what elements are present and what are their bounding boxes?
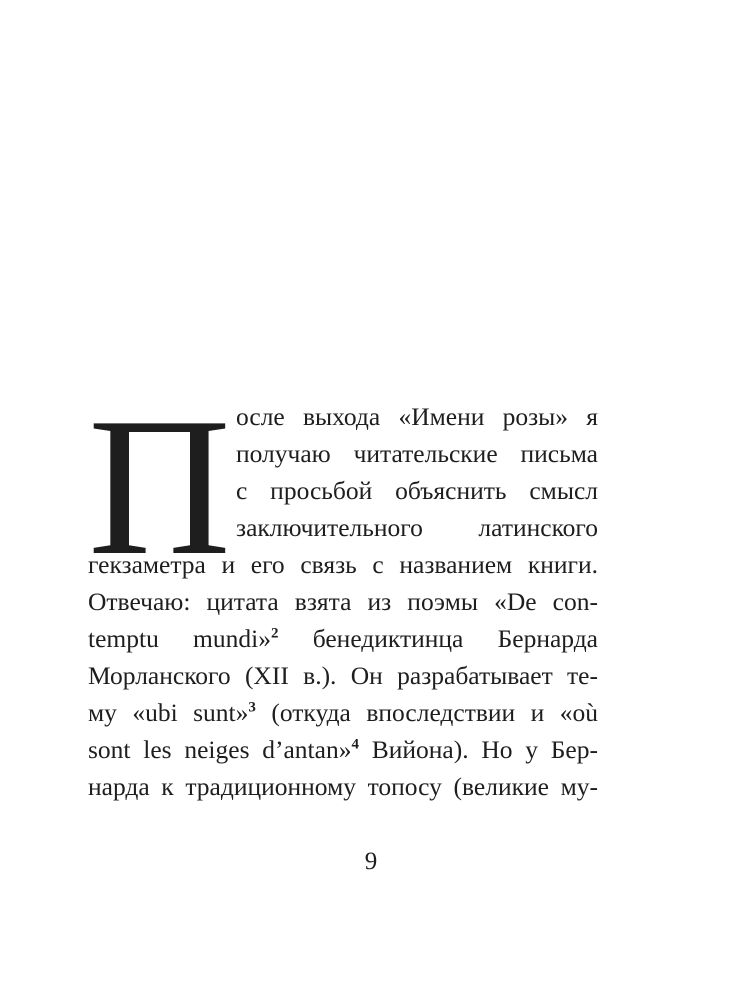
- text-line-8: Морланского (XII в.). Он разрабатывает те-: [88, 661, 598, 690]
- footnote-ref-2[interactable]: 2: [270, 625, 279, 642]
- text-fragment: Вийона). Но у Бер-: [358, 735, 598, 764]
- text-fragment: бенедиктинца Бернарда: [278, 624, 598, 653]
- text-fragment: temptu mundi»: [88, 624, 271, 653]
- text-line-9: [88, 696, 598, 730]
- text-fragment: му «ubi sunt»: [88, 698, 249, 727]
- text-line-2: получаю читательские письма: [236, 439, 598, 468]
- footnote-ref-4[interactable]: 4: [351, 736, 359, 753]
- text-line-3: с просьбой объяснить смысл: [236, 476, 598, 505]
- text-line-6: Отвечаю: цитата взята из поэмы «De con-: [88, 587, 598, 616]
- page-number: 9: [364, 848, 378, 875]
- text-line-5: гекзаметра и его связь с названием книги.: [88, 550, 598, 579]
- drop-cap: П: [88, 377, 231, 596]
- text-line-11: нарда к традиционному топосу (великие му-: [88, 772, 598, 801]
- footnote-ref-3[interactable]: 3: [248, 699, 256, 716]
- text-line-4: заключительного латинского: [236, 513, 598, 542]
- text-fragment: sont les neiges d’antan»: [88, 735, 352, 764]
- text-fragment: (откуда впоследствии и «où: [255, 698, 599, 727]
- text-line-1: осле выхода «Имени розы» я: [236, 402, 598, 431]
- text-line-10: [88, 733, 598, 767]
- text-line-7: [88, 622, 598, 656]
